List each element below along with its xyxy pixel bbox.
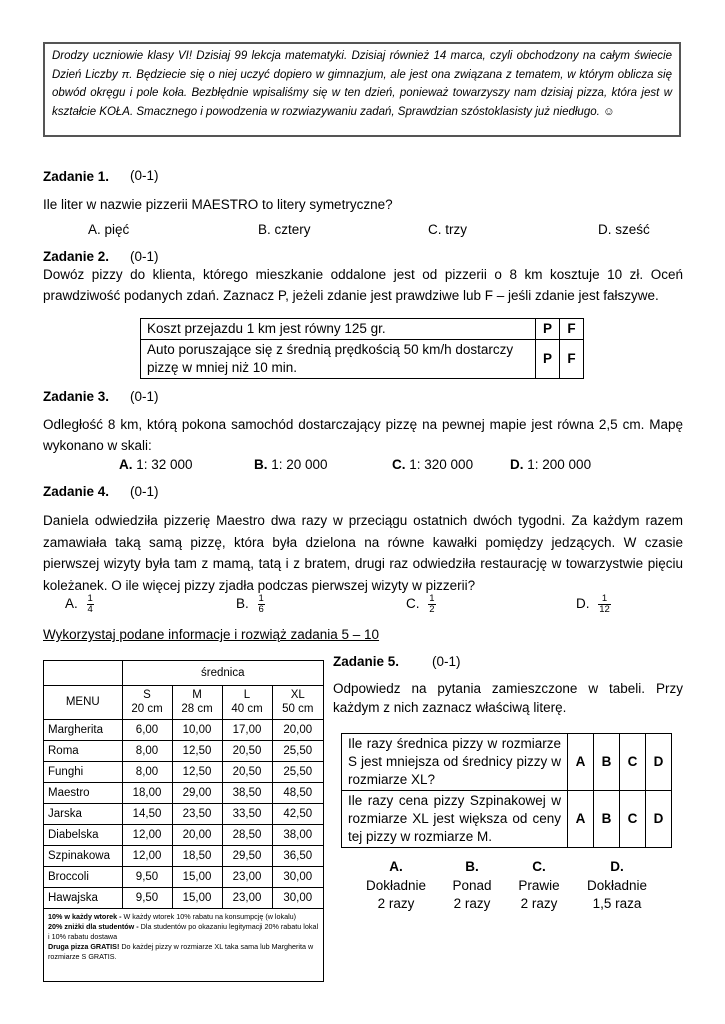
task5-question-1: Ile razy średnica pizzy w rozmiarze S jest mniejsza od średnicy pizzy w rozmiarze XL? (342, 734, 568, 791)
task3-option-c[interactable] (392, 457, 473, 472)
menu-size-m (172, 685, 222, 719)
price-cell: 38,50 (222, 782, 272, 803)
price-cell: 29,00 (172, 782, 222, 803)
task5-q2-a[interactable]: A (568, 791, 594, 848)
task4-option-c[interactable] (406, 594, 436, 615)
task5-title: Zadanie 5. (333, 654, 400, 669)
table-row (44, 845, 323, 866)
legend-letter: C. (532, 859, 546, 874)
legend-letter: D. (610, 859, 624, 874)
legend-line2: 1,5 raza (592, 896, 642, 911)
menu-box (43, 660, 324, 982)
pizza-name: Diabelska (44, 824, 122, 845)
task3-option-c-letter: C. (392, 457, 406, 472)
task5-q1-b[interactable]: B (594, 734, 620, 791)
task5-legend-a (356, 858, 436, 914)
note-line (48, 942, 319, 962)
pizza-name: Funghi (44, 761, 122, 782)
task3-option-d[interactable] (510, 457, 591, 472)
price-cell: 33,50 (222, 803, 272, 824)
note-line (48, 912, 319, 922)
task1-option-b[interactable]: B. cztery (258, 222, 311, 237)
menu-header-menu: MENU (44, 685, 122, 719)
fraction-numerator: 1 (429, 593, 435, 604)
price-cell: 28,50 (222, 824, 272, 845)
task4-question: Daniela odwiedziła pizzerię Maestro dwa razy w przeciągu ostatnich dwóch tygodni. Za każdym razem zamawiała taką samą pizzę, która była dzielona na równe kawałki pomiędzy jedzących. W czasie pierwszej wizyty była tam z mamą, tatą i z bratem, drugi raz odwiedziła restaurację w towarzystwie pięciu koleżanek. O ile więcej pizzy zjadła podczas pierwszej wizyty w pizzerii? (43, 513, 683, 593)
pizza-name: Maestro (44, 782, 122, 803)
fraction (258, 594, 265, 615)
legend-line1: Ponad (452, 877, 492, 893)
task1-option-a[interactable]: A. pięć (88, 222, 130, 237)
legend-line1: Dokładnie (586, 877, 648, 893)
legend-line1: Prawie (518, 877, 560, 893)
table-row (44, 866, 323, 887)
table-row (44, 661, 323, 685)
menu-size-xl (272, 685, 323, 719)
note-text: Dla studentów po okazaniu legitymacji 20% rabatu lokal i 10% rabatu dostawa (48, 921, 319, 941)
task1-question: Ile liter w nazwie pizzerii MAESTRO to litery symetryczne? (43, 197, 393, 212)
table-row (44, 887, 323, 908)
task3-title: Zadanie 3. (43, 389, 110, 404)
task4-option-b-letter: B. (236, 596, 249, 612)
fraction-numerator: 1 (87, 593, 93, 604)
size-diameter: 50 cm (282, 703, 314, 715)
task2-points: (0-1) (130, 249, 159, 264)
price-cell: 15,00 (172, 887, 222, 908)
price-cell: 12,00 (122, 845, 172, 866)
table-row (44, 740, 323, 761)
price-cell: 20,50 (222, 740, 272, 761)
task5-legend-c (504, 858, 574, 914)
price-cell: 17,00 (222, 719, 272, 740)
task3-option-d-value: 1: 200 000 (527, 457, 592, 472)
price-cell: 18,50 (172, 845, 222, 866)
task2-table (140, 318, 584, 379)
task3-option-b-value: 1: 20 000 (271, 457, 328, 472)
task1-option-d[interactable]: D. sześć (598, 222, 650, 237)
task2-row2-f[interactable]: F (560, 340, 584, 379)
size-label: L (243, 689, 251, 701)
legend-line2: 2 razy (377, 896, 415, 911)
legend-letter: B. (465, 859, 479, 874)
task4-option-c-letter: C. (406, 596, 420, 612)
price-cell: 8,00 (122, 740, 172, 761)
price-cell: 6,00 (122, 719, 172, 740)
task3-option-a-value: 1: 32 000 (136, 457, 193, 472)
table-row (141, 340, 584, 379)
task5-legend-d (577, 858, 657, 914)
task4-points: (0-1) (130, 484, 159, 499)
table-row (342, 734, 672, 791)
task4-option-a-letter: A. (65, 596, 78, 612)
table-row (342, 791, 672, 848)
task5-table (341, 733, 672, 848)
menu-notes (44, 909, 323, 965)
size-label: XL (290, 689, 305, 701)
fraction (428, 594, 435, 615)
task5-q2-c[interactable]: C (620, 791, 646, 848)
price-cell: 20,00 (172, 824, 222, 845)
task3-question: Odległość 8 km, którą pokona samochód dostarczający pizzę na pewnej mapie jest równa 2,5 cm. Mapę wykonano w skali: (43, 417, 683, 453)
fraction-denominator: 4 (87, 604, 93, 615)
task3-option-c-value: 1: 320 000 (409, 457, 474, 472)
price-cell: 48,50 (272, 782, 323, 803)
task2-question: Dowóz pizzy do klienta, którego mieszkanie oddalone jest od pizzerii o 8 km kosztuje 10 zł. Oceń prawdziwość podanych zdań. Zaznacz P, jeżeli zdanie jest prawdziwe lub F – jeśli zdanie jest fałszywe. (43, 267, 683, 303)
task1-points: (0-1) (130, 168, 159, 183)
menu-size-s (122, 685, 172, 719)
price-cell: 36,50 (272, 845, 323, 866)
fraction-denominator: 6 (258, 604, 264, 615)
menu-table (44, 661, 323, 909)
task3-option-b[interactable] (254, 457, 328, 472)
price-cell: 12,50 (172, 740, 222, 761)
table-row (141, 319, 584, 340)
price-cell: 30,00 (272, 866, 323, 887)
task3-option-b-letter: B. (254, 457, 268, 472)
task4-option-a[interactable] (65, 594, 94, 615)
fraction (87, 594, 94, 615)
price-cell: 8,00 (122, 761, 172, 782)
task5-q1-c[interactable]: C (620, 734, 646, 791)
task3-option-a[interactable] (119, 457, 193, 472)
intro-box (43, 42, 681, 137)
table-row (44, 824, 323, 845)
fraction-numerator: 1 (258, 593, 264, 604)
price-cell: 15,00 (172, 866, 222, 887)
table-row (44, 803, 323, 824)
size-diameter: 20 cm (131, 703, 163, 715)
task5-question-2: Ile razy cena pizzy Szpinakowej w rozmiarze XL jest większa od ceny tej pizzy w rozmiarze M. (342, 791, 568, 848)
table-row (44, 761, 323, 782)
price-cell: 18,00 (122, 782, 172, 803)
task4-title: Zadanie 4. (43, 484, 110, 499)
legend-line2: 2 razy (453, 896, 491, 911)
price-cell: 20,00 (272, 719, 323, 740)
price-cell: 12,50 (172, 761, 222, 782)
price-cell: 23,00 (222, 887, 272, 908)
table-row (44, 782, 323, 803)
task4-option-d-letter: D. (576, 596, 590, 612)
price-cell: 30,00 (272, 887, 323, 908)
menu-corner (44, 661, 122, 685)
task5-q1-a[interactable]: A (568, 734, 594, 791)
note-bold: 10% w każdy wtorek - (48, 911, 124, 921)
note-text: W każdy wtorek 10% rabatu na konsumpcję (w lokalu) (123, 911, 297, 921)
task2-row1-f[interactable]: F (560, 319, 584, 340)
size-label: M (192, 689, 202, 701)
table-row (44, 685, 323, 719)
legend-letter: A. (389, 859, 403, 874)
price-cell: 9,50 (122, 866, 172, 887)
task4-option-d[interactable] (576, 594, 611, 615)
pizza-name: Jarska (44, 803, 122, 824)
pizza-name: Margherita (44, 719, 122, 740)
task2-statement-2: Auto poruszające się z średnią prędkością 50 km/h dostarczy pizzę w mniej niż 10 min. (141, 340, 536, 379)
task3-option-a-letter: A. (119, 457, 133, 472)
size-diameter: 28 cm (181, 703, 213, 715)
price-cell: 42,50 (272, 803, 323, 824)
task4-option-b[interactable] (236, 594, 265, 615)
price-cell: 23,00 (222, 866, 272, 887)
price-cell: 10,00 (172, 719, 222, 740)
intro-text: Drodzy uczniowie klasy VI! Dzisiaj 99 lekcja matematyki. Dzisiaj również 14 marca, czyli obchodzony na całym świecie Dzień Liczby π. Będziecie się o niej uczyć dopiero w gimnazjum, ale jest ona związana z tematem, w którym oblicza się obwód okręgu i pole koła. Bezbłędnie wpisaliśmy się w ten dzień, ponieważ towarzyszy nam dzisiaj pizza, która jest w kształcie KOŁA. Smacznego i powodzenia w rozwiazywaniu zadań, Sprawdzian szóstoklasisty już niedługo. ☺ (52, 50, 672, 118)
note-bold: 20% zniżki dla studentów - (48, 921, 141, 931)
task1-option-c[interactable]: C. trzy (428, 222, 467, 237)
task5-question: Odpowiedz na pytania zamieszczone w tabeli. Przy każdym z nich zaznacz właściwą literę. (333, 681, 683, 715)
task3-points: (0-1) (130, 389, 159, 404)
price-cell: 38,00 (272, 824, 323, 845)
pizza-name: Szpinakowa (44, 845, 122, 866)
task2-statement-1: Koszt przejazdu 1 km jest równy 125 gr. (141, 319, 536, 340)
fraction-denominator: 12 (599, 604, 610, 615)
task1-title: Zadanie 1. (43, 169, 110, 184)
task5-q2-d[interactable]: D (646, 791, 672, 848)
price-cell: 9,50 (122, 887, 172, 908)
menu-size-l (222, 685, 272, 719)
task5-points: (0-1) (432, 654, 461, 669)
price-cell: 23,50 (172, 803, 222, 824)
pizza-name: Broccoli (44, 866, 122, 887)
task2-row1-p[interactable]: P (536, 319, 560, 340)
legend-line2: 2 razy (520, 896, 558, 911)
fraction-numerator: 1 (598, 594, 611, 605)
menu-header-diameter: średnica (122, 661, 323, 685)
price-cell: 20,50 (222, 761, 272, 782)
note-text: Do każdej pizzy w rozmiarze XL taka sama lub Margherita w rozmiarze S GRATIS. (48, 941, 314, 961)
task3-option-d-letter: D. (510, 457, 524, 472)
price-cell: 12,00 (122, 824, 172, 845)
task2-row2-p[interactable]: P (536, 340, 560, 379)
size-label: S (143, 689, 151, 701)
price-cell: 14,50 (122, 803, 172, 824)
note-line (48, 922, 319, 942)
table-row (44, 719, 323, 740)
legend-line1: Dokładnie (365, 877, 427, 893)
price-cell: 25,50 (272, 761, 323, 782)
price-cell: 29,50 (222, 845, 272, 866)
note-bold: Druga pizza GRATIS! (48, 941, 122, 951)
task5-q1-d[interactable]: D (646, 734, 672, 791)
pizza-name: Roma (44, 740, 122, 761)
fraction-denominator: 2 (429, 604, 435, 615)
price-cell: 25,50 (272, 740, 323, 761)
task5-q2-b[interactable]: B (594, 791, 620, 848)
task5-legend-b (437, 858, 507, 914)
instruction: Wykorzystaj podane informacje i rozwiąż zadania 5 – 10 (43, 627, 380, 642)
fraction (598, 594, 611, 615)
task1-header (43, 168, 109, 186)
task2-title: Zadanie 2. (43, 249, 110, 264)
pizza-name: Hawajska (44, 887, 122, 908)
size-diameter: 40 cm (231, 703, 263, 715)
